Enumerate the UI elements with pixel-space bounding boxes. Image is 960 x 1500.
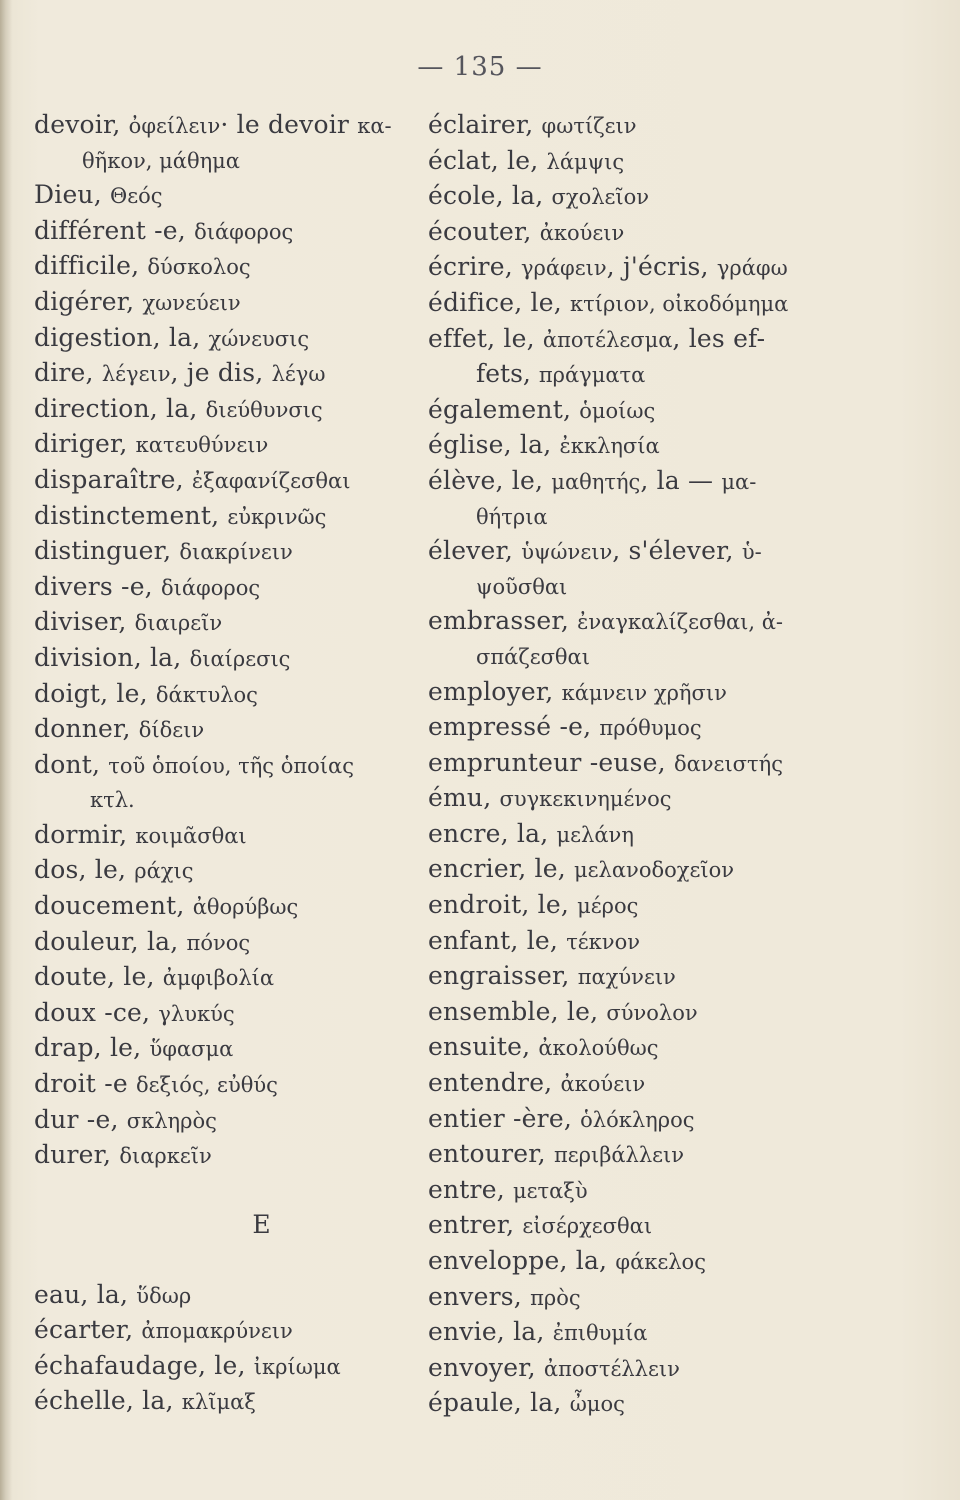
entry-greek-translation: ἐξαφανίζεσθαι (191, 468, 351, 493)
entry-greek-translation: γράφειν (520, 256, 607, 281)
dictionary-entry (428, 1173, 938, 1209)
entry-french-term: eau, la, (34, 1279, 137, 1309)
entry-french-term: digérer, (34, 286, 143, 316)
entry-greek-translation: σχολεῖον (551, 185, 650, 210)
entry-greek-translation: φωτίζειν (541, 114, 637, 138)
entry-continuation-greek: θῆκον, μάθημα (82, 148, 240, 173)
entry-greek-translation: ἀποτέλεσμα (542, 327, 673, 352)
dictionary-entry (34, 356, 429, 392)
entry-greek-translation: διακρίνειν (179, 540, 293, 565)
entry-continuation-line (34, 144, 429, 179)
entry-french-term: entendre, (428, 1068, 561, 1098)
dictionary-entry (34, 570, 429, 606)
entry-french-term: employer, (428, 676, 562, 706)
dictionary-entry (34, 249, 429, 285)
dictionary-entry (428, 781, 938, 817)
dictionary-entry (428, 1315, 938, 1351)
dictionary-entry (34, 677, 429, 713)
entry-greek-translation: λάμψις (546, 149, 625, 174)
dictionary-entry (34, 605, 429, 641)
entry-french-term: Dieu, (34, 180, 111, 210)
entry-greek-translation: δεξιός, εὐθύς (135, 1073, 278, 1098)
entry-greek-translation: ὕφασμα (149, 1037, 234, 1062)
dictionary-entry (34, 1313, 429, 1349)
dictionary-entry (428, 144, 938, 180)
entry-french-extra: · le devoir (220, 110, 358, 139)
entry-continuation-line (428, 640, 938, 675)
entry-french-term: distinguer, (34, 536, 180, 566)
left-column (34, 108, 429, 1420)
entry-greek-translation: διάφορος (160, 575, 261, 600)
entry-french-term: endroit, le, (428, 890, 578, 920)
entry-french-term: durer, (34, 1140, 120, 1170)
dictionary-entry (34, 534, 429, 570)
dictionary-entry (428, 393, 938, 429)
dictionary-entry (428, 710, 938, 746)
entry-french-term: envoyer, (428, 1352, 544, 1382)
entry-french-term: dormir, (34, 819, 136, 849)
dictionary-entry (428, 534, 938, 570)
dictionary-entry (428, 1066, 938, 1102)
right-entry-list (428, 108, 938, 1422)
dictionary-entry (428, 888, 938, 924)
dictionary-entry (428, 179, 938, 215)
dictionary-entry (428, 322, 938, 358)
entry-continuation-line (34, 783, 429, 818)
entry-french-term: écarter, (34, 1315, 142, 1345)
entry-continuation-greek: σπάζεσθαι (476, 644, 590, 669)
dictionary-entry (428, 995, 938, 1031)
entry-french-term: emprunteur -euse, (428, 747, 674, 777)
entry-french-term: échafaudage, le, (34, 1350, 254, 1380)
entry-french-term: éclairer, (428, 110, 542, 139)
entry-greek-extra: ὑ- (741, 540, 762, 565)
entry-continuation-line (428, 570, 938, 605)
entry-continuation-greek: ψοῦσθαι (476, 574, 568, 599)
entry-french-term: école, la, (428, 181, 552, 211)
entry-greek-translation: διαιρεῖν (134, 611, 223, 636)
entry-greek-translation: ἐκκλησία (559, 434, 660, 459)
entry-greek-translation: ράχις (134, 859, 194, 884)
dictionary-entry (428, 1030, 938, 1066)
dictionary-entry (34, 748, 429, 784)
dictionary-entry (428, 215, 938, 251)
entry-continuation-french: fets, (476, 359, 539, 389)
entry-greek-translation: τοῦ ὁποίου, τῆς ὁποίας (108, 753, 354, 778)
entry-greek-translation: τέκνον (566, 929, 640, 954)
entry-french-term: digestion, la, (34, 322, 209, 352)
entry-french-term: élève, le, (428, 465, 552, 495)
entry-french-term: empressé -e, (428, 712, 600, 742)
entry-french-term: distinctement, (34, 500, 228, 530)
entry-french-term: éclat, le, (428, 145, 547, 175)
entry-greek-translation: μελάνη (556, 822, 634, 847)
dictionary-entry (34, 178, 429, 214)
entry-continuation-line (428, 357, 938, 393)
entry-continuation-greek: θήτρια (476, 504, 548, 529)
dictionary-entry (34, 499, 429, 535)
dictionary-entry (34, 214, 429, 250)
entry-greek-translation: ἀποστέλλειν (543, 1356, 680, 1381)
entry-french-term: différent -e, (34, 215, 195, 245)
entry-greek-translation: μελανοδοχεῖον (574, 858, 734, 883)
dictionary-entry (34, 712, 429, 748)
entry-greek-translation: διεύθυνσις (205, 397, 323, 422)
entry-french-term: diviser, (34, 607, 135, 637)
dictionary-entry (428, 604, 938, 640)
entry-greek-translation: κλῖμαξ (181, 1390, 256, 1415)
entry-french-term: doux -ce, (34, 997, 159, 1027)
entry-french-term: drap, le, (34, 1033, 150, 1063)
entry-french-extra: , je dis, (170, 358, 272, 388)
entry-greek-translation: μέρος (577, 894, 639, 919)
dictionary-entry (428, 1386, 938, 1422)
dictionary-entry (34, 925, 429, 961)
entry-greek-translation: ὑψώνειν (521, 540, 613, 565)
entry-french-term: doute, le, (34, 962, 163, 992)
entry-french-term: diriger, (34, 429, 136, 459)
entry-french-term: dos, le, (34, 855, 135, 885)
entry-french-term: épaule, la, (428, 1388, 570, 1418)
dictionary-entry (34, 996, 429, 1032)
dictionary-entry (34, 321, 429, 357)
dictionary-entry (428, 428, 938, 464)
dictionary-entry (34, 392, 429, 428)
entry-french-term: divers -e, (34, 571, 161, 601)
entry-french-term: entourer, (428, 1139, 554, 1169)
entry-french-term: ensemble, le, (428, 996, 607, 1026)
dictionary-entry (428, 1244, 938, 1280)
entry-greek-translation: ὀφείλειν (128, 114, 221, 138)
entry-french-term: effet, le, (428, 323, 543, 353)
entry-greek-translation: ἀθορύβως (192, 895, 299, 920)
entry-french-term: écrire, (428, 252, 521, 282)
entry-greek-translation: πρὸς (530, 1285, 581, 1310)
entry-greek-translation: εὐκρινῶς (227, 504, 327, 529)
page-binding-edge (0, 0, 12, 1500)
dictionary-entry (34, 960, 429, 996)
entry-greek-translation: διαρκεῖν (119, 1144, 212, 1169)
entry-greek-translation: διάφορος (194, 219, 294, 244)
dictionary-entry (428, 675, 938, 711)
entry-french-term: encre, la, (428, 818, 557, 848)
entry-french-term: entier -ère, (428, 1103, 581, 1133)
left-entry-list-e (34, 1278, 429, 1420)
entry-greek-translation: κοιμᾶσθαι (135, 823, 247, 848)
entry-greek-translation: εἰσέρχεσθαι (522, 1214, 653, 1239)
entry-french-extra: , les ef- (672, 323, 766, 353)
entry-french-term: envie, la, (428, 1317, 553, 1347)
entry-french-term: devoir, (34, 110, 129, 139)
entry-greek-translation: περιβάλλειν (553, 1143, 685, 1168)
entry-french-term: doucement, (34, 891, 193, 921)
entry-greek-translation: πόνος (186, 930, 251, 955)
dictionary-entry (34, 1067, 429, 1103)
dictionary-entry (428, 108, 938, 144)
entry-greek-translation: ἀμφιβολία (162, 966, 275, 991)
entry-greek-extra: κα- (357, 114, 392, 138)
entry-french-term: engraisser, (428, 961, 578, 991)
entry-french-term: également, (428, 394, 580, 424)
dictionary-entry (34, 1278, 429, 1314)
entry-greek-translation: ὕδωρ (136, 1283, 192, 1308)
dictionary-entry (428, 817, 938, 853)
entry-greek-translation: μαθητής (551, 469, 641, 494)
entry-french-term: dur -e, (34, 1104, 127, 1134)
entry-greek-translation: ὁμοίως (579, 398, 656, 423)
entry-french-term: échelle, la, (34, 1386, 182, 1416)
page-number: — 135 — (417, 52, 543, 82)
entry-greek-translation: διαίρεσις (189, 646, 291, 671)
entry-greek-translation: ἀκούειν (539, 220, 625, 245)
entry-french-term: dont, (34, 749, 109, 779)
entry-french-term: enveloppe, la, (428, 1246, 616, 1275)
entry-greek-translation: παχύνειν (577, 965, 676, 990)
section-letter-heading: E (252, 1210, 271, 1240)
dictionary-entry (428, 924, 938, 960)
entry-french-term: église, la, (428, 430, 560, 460)
entry-greek-translation: δίδειν (138, 718, 205, 743)
entry-french-term: disparaître, (34, 464, 192, 494)
dictionary-entry (34, 1138, 429, 1174)
entry-continuation-greek: κτλ. (90, 788, 135, 813)
dictionary-entry (34, 889, 429, 925)
entry-greek-translation: χωνεύειν (142, 290, 241, 315)
entry-french-term: envers, (428, 1281, 531, 1311)
dictionary-entry (428, 1208, 938, 1244)
dictionary-entry (428, 464, 938, 500)
entry-french-term: élever, (428, 536, 522, 566)
entry-french-term: entrer, (428, 1210, 523, 1240)
entry-greek-translation: χώνευσις (208, 326, 310, 351)
entry-greek-translation: δύσκολος (147, 255, 251, 280)
dictionary-entry (428, 959, 938, 995)
dictionary-entry (428, 1351, 938, 1387)
entry-greek-translation: κατευθύνειν (135, 433, 269, 458)
entry-greek-translation: ἀπομακρύνειν (141, 1319, 293, 1344)
dictionary-entry (428, 1137, 938, 1173)
dictionary-entry (34, 285, 429, 321)
entry-continuation-line (428, 500, 938, 535)
entry-french-term: droit -e (34, 1069, 136, 1099)
dictionary-entry (34, 818, 429, 854)
entry-french-extra: , la — (640, 465, 722, 495)
dictionary-entry (428, 1280, 938, 1316)
entry-greek-translation: ὁλόκληρος (580, 1107, 695, 1132)
dictionary-entry (428, 1102, 938, 1138)
entry-greek-translation: ἀκούειν (560, 1072, 646, 1097)
entry-greek-translation: δανειστής (673, 751, 783, 776)
entry-greek-translation: Θεός (110, 184, 163, 209)
entry-greek-translation: πρόθυμος (599, 716, 702, 741)
entry-french-term: édifice, le, (428, 287, 571, 317)
entry-french-extra: , s'élever, (612, 536, 742, 566)
entry-greek-translation: συγκεκινημένος (499, 787, 672, 812)
dictionary-entry (34, 1031, 429, 1067)
entry-french-term: entre, (428, 1174, 513, 1204)
entry-greek-translation: ὦμος (569, 1392, 625, 1417)
entry-greek-translation: σκληρὸς (126, 1108, 217, 1133)
dictionary-entry (428, 852, 938, 888)
entry-french-term: difficile, (34, 251, 148, 281)
right-column (428, 108, 938, 1422)
dictionary-entry (34, 641, 429, 677)
entry-greek-translation: ἐναγκαλίζεσθαι, ἀ- (577, 610, 784, 635)
dictionary-entry (34, 463, 429, 499)
entry-french-term: encrier, le, (428, 854, 575, 884)
entry-french-term: donner, (34, 714, 139, 744)
dictionary-entry (428, 746, 938, 782)
entry-greek-extra: γράφω (716, 256, 788, 281)
entry-french-term: embrasser, (428, 606, 578, 636)
dictionary-entry (428, 250, 938, 286)
entry-french-term: doigt, le, (34, 678, 156, 708)
entry-greek-translation: μεταξὺ (512, 1178, 588, 1203)
dictionary-entry (34, 853, 429, 889)
entry-greek-extra: μα- (721, 469, 757, 494)
dictionary-entry (34, 1384, 429, 1420)
dictionary-entry (428, 286, 938, 322)
entry-french-term: division, la, (34, 642, 190, 672)
entry-greek-translation: ἀκολούθως (538, 1036, 659, 1061)
entry-french-term: enfant, le, (428, 925, 567, 955)
entry-greek-translation: λέγειν (101, 362, 171, 387)
entry-french-term: dire, (34, 358, 102, 388)
left-entry-list (34, 108, 429, 1174)
entry-french-term: douleur, la, (34, 926, 187, 956)
entry-greek-translation: κάμνειν χρῆσιν (561, 680, 727, 705)
entry-greek-translation: ἰκρίωμα (253, 1354, 341, 1379)
entry-greek-extra: λέγω (271, 362, 326, 387)
entry-french-extra: , j'écris, (606, 252, 717, 282)
dictionary-entry (34, 1349, 429, 1385)
entry-french-term: ému, (428, 783, 500, 813)
entry-greek-translation: δάκτυλος (155, 682, 258, 707)
entry-greek-translation: φάκελος (615, 1250, 706, 1274)
dictionary-entry (34, 427, 429, 463)
entry-french-term: écouter, (428, 216, 540, 246)
entry-greek-translation: σύνολον (606, 1000, 698, 1025)
entry-greek-translation: γλυκύς (158, 1001, 235, 1026)
dictionary-entry (34, 108, 429, 144)
entry-greek-translation: κτίριον, οἰκοδόμημα (570, 291, 789, 316)
dictionary-entry (34, 1103, 429, 1139)
entry-french-term: ensuite, (428, 1032, 539, 1062)
entry-french-term: direction, la, (34, 393, 206, 423)
entry-greek-translation: ἐπιθυμία (552, 1321, 648, 1346)
entry-continuation-greek: πράγματα (538, 363, 646, 388)
